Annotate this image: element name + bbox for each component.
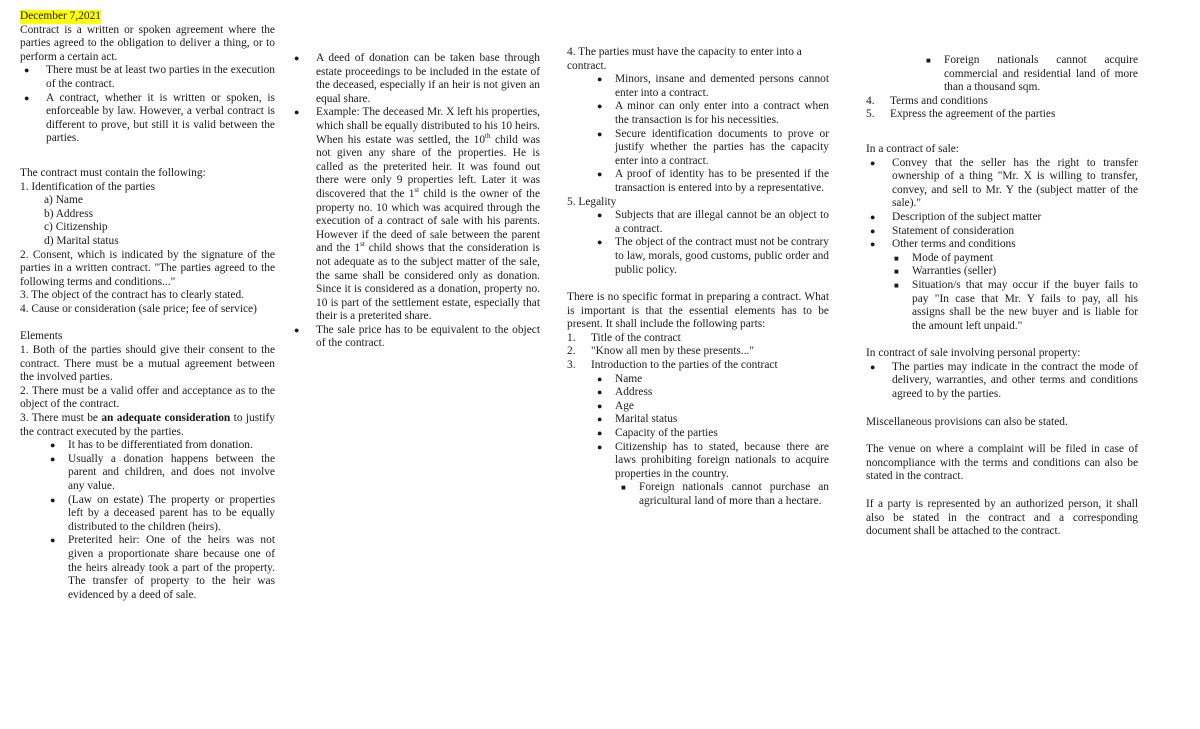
capacity-bullet-list — [567, 73, 829, 195]
venue-note: The venue on where a complaint will be filed in case of noncompliance with the terms and conditions can also be stated in the contract. — [866, 443, 1138, 483]
list-item: ● Capacity of the parties — [591, 427, 829, 441]
miscellaneous-note: Miscellaneous provisions can also be stated. — [866, 415, 1068, 428]
list-item — [567, 332, 829, 346]
element-5: 5. Legality — [567, 195, 617, 208]
contain-item-1: 1. Identification of the parties — [20, 180, 156, 193]
list-item: ● The parties may indicate in the contract the mode of delivery, warranties, and other terms and conditions agreed to by the parties. — [866, 361, 1138, 402]
list-item: ● Description of the subject matter — [866, 211, 1138, 225]
item-text: Title of the contract — [591, 331, 681, 344]
list-item: d) Marital status — [44, 234, 119, 247]
list-item: ● Usually a donation happens between the parent and children, and does not involve any value. — [44, 453, 275, 494]
personal-property-bullet-list — [866, 361, 1138, 402]
element-2: 2. There must be a valid offer and acceptance as to the object of the contract. — [20, 384, 275, 411]
list-item: ● Citizenship has to stated, because there are laws prohibiting foreign nationals to acquire properties in the country. — [591, 441, 829, 482]
list-item: ● A proof of identity has to be presented if the transaction is entered into by a representative. — [591, 168, 829, 195]
column-1 — [20, 10, 275, 602]
list-item: ■ Situation/s that may occur if the buyer fails to pay "In case that Mr. Y fails to pay, all his assigns shall be the new buyer and is liable for the amount left unpaid." — [888, 279, 1138, 333]
citizenship-sublist — [567, 481, 829, 508]
list-item: ● A contract, whether it is written or spoken, is enforceable by law. However, a verbal contract is different to prove, but still it is valid between the parties. — [20, 92, 275, 146]
list-item: ● Other terms and conditions — [866, 238, 1138, 252]
list-item: b) Address — [44, 207, 94, 220]
personal-property-heading: In contract of sale involving personal property: — [866, 347, 1081, 360]
list-item: ● A deed of donation can be taken base through estate proceedings to be included in the estate of the deceased, especially if an heir is not given an equal share. — [290, 52, 540, 106]
element-4: 4. The parties must have the capacity to enter into a contract. — [567, 46, 802, 72]
list-item: ● Secure identification documents to prove or justify whether the parties has the capacity enter into a contract. — [591, 128, 829, 169]
list-item: ● Example: The deceased Mr. X left his properties, which shall be equally distributed to his 10 heirs. When his estate was settled, the 10th child was not given any share of the properties. He is called as the preterited heir. It was found out there were only 9 properties left. Later it was discovered that the 1st child is the owner of the property no. 10 which was acquired through the execution of a contract of sale with his parents. However if the deed of sale between the parent and the 1st child shows that the consideration is not adequate as to the subject matter of the sale, the same shall be considered only as donation. Since it is considered as a donation, property no. 10 is part of the settlement estate, especially that their is a preterited share. — [290, 106, 540, 324]
list-item: ● (Law on estate) The property or properties left by a deceased parent has to be equally distributed to the children (heirs). — [44, 494, 275, 535]
element-3-prefix: 3. There must be — [20, 412, 102, 425]
format-paragraph: There is no specific format in preparing a contract. What is important is that the essential elements has to be present. It shall include the following parts: — [567, 291, 829, 331]
contain-item-3: 3. The object of the contract has to clearly stated. — [20, 289, 245, 302]
list-item: ● Name — [591, 373, 829, 387]
item-text: Express the agreement of the parties — [890, 108, 1056, 121]
consideration-bullet-list — [20, 439, 275, 602]
element-3-emphasis: an adequate consideration — [101, 412, 231, 425]
contain-item-4: 4. Cause or consideration (sale price; fee of service) — [20, 302, 257, 315]
list-item: ● Age — [591, 400, 829, 414]
contract-definition: Contract is a written or spoken agreement where the parties agreed to the obligation to deliver a thing, or to perform a certain act. — [20, 23, 275, 63]
citizenship-sublist-continued — [866, 54, 1138, 95]
list-item: ■ Foreign nationals cannot acquire commercial and residential land of more than a thousand sqm. — [920, 54, 1138, 95]
list-item — [567, 359, 829, 373]
list-item: ● Statement of consideration — [866, 225, 1138, 239]
list-item: ● A minor can only enter into a contract when the transaction is for his necessities. — [591, 100, 829, 127]
authorized-representative-note: If a party is represented by an authorized person, it shall also be stated in the contract and a corresponding document shall be attached to the contract. — [866, 498, 1138, 538]
party-details-bullet-list — [567, 373, 829, 482]
list-item: ● Convey that the seller has the right to transfer ownership of a thing "Mr. X is willing to transfer, convey, and sell to Mr. Y the (subject matter of the sale)." — [866, 157, 1138, 211]
element-3-suffix: to justify the contract executed by the parties. — [20, 412, 276, 438]
contract-parts-list-continued — [866, 95, 1138, 122]
list-item: ● There must be at least two parties in the execution of the contract. — [20, 64, 275, 91]
list-item: ■ Mode of payment — [888, 252, 1138, 266]
date-heading: December 7,2021 — [20, 10, 101, 22]
sale-bullet-list — [866, 157, 1138, 252]
identification-sublist — [20, 194, 275, 248]
list-item: ● It has to be differentiated from donation. — [44, 439, 275, 453]
list-item: ● Address — [591, 386, 829, 400]
intro-bullet-list — [20, 64, 275, 146]
contain-item-2: 2. Consent, which is indicated by the signature of the parties in a written contract. "The parties agreed to the following terms and conditions..." — [20, 248, 275, 288]
list-item: ■ Warranties (seller) — [888, 265, 1138, 279]
list-item: ■ Foreign nationals cannot purchase an agricultural land of more than a hectare. — [615, 481, 829, 508]
legality-bullet-list — [567, 209, 829, 277]
list-item: ● Subjects that are illegal cannot be an object to a contract. — [591, 209, 829, 236]
list-item: ● The object of the contract must not be contrary to law, morals, good customs, public order and public policy. — [591, 236, 829, 277]
list-item: ● Preterited heir: One of the heirs was not given a proportionate share because one of the heirs already took a part of the property. The transfer of property to the heir was evidenced by a deed of sale. — [44, 534, 275, 602]
list-item: ● Marital status — [591, 413, 829, 427]
list-item: c) Citizenship — [44, 221, 108, 234]
column-4 — [866, 54, 1138, 539]
elements-heading: Elements — [20, 330, 63, 343]
item-text: Terms and conditions — [890, 94, 988, 107]
sale-heading: In a contract of sale: — [866, 142, 959, 155]
item-text: Introduction to the parties of the contract — [591, 359, 778, 372]
column-3 — [567, 46, 829, 509]
item-number: 4. — [866, 94, 875, 107]
list-item — [866, 108, 1138, 122]
donation-bullet-list — [290, 52, 540, 351]
element-3 — [20, 412, 275, 439]
item-number: 1. — [567, 331, 576, 344]
item-text: "Know all men by these presents..." — [591, 345, 755, 358]
contract-parts-list — [567, 332, 829, 373]
item-number: 3. — [567, 359, 576, 372]
list-item: ● Minors, insane and demented persons cannot enter into a contract. — [591, 73, 829, 100]
must-contain-heading: The contract must contain the following: — [20, 166, 206, 179]
element-1: 1. Both of the parties should give their consent to the contract. There must be a mutual agreement between the involved parties. — [20, 344, 275, 384]
column-2 — [290, 52, 540, 351]
other-terms-sublist — [866, 252, 1138, 334]
item-number: 5. — [866, 108, 875, 121]
list-item — [866, 95, 1138, 109]
list-item — [567, 345, 829, 359]
item-number: 2. — [567, 345, 576, 358]
list-item: a) Name — [44, 194, 83, 207]
list-item: ● The sale price has to be equivalent to the object of the contract. — [290, 324, 540, 351]
